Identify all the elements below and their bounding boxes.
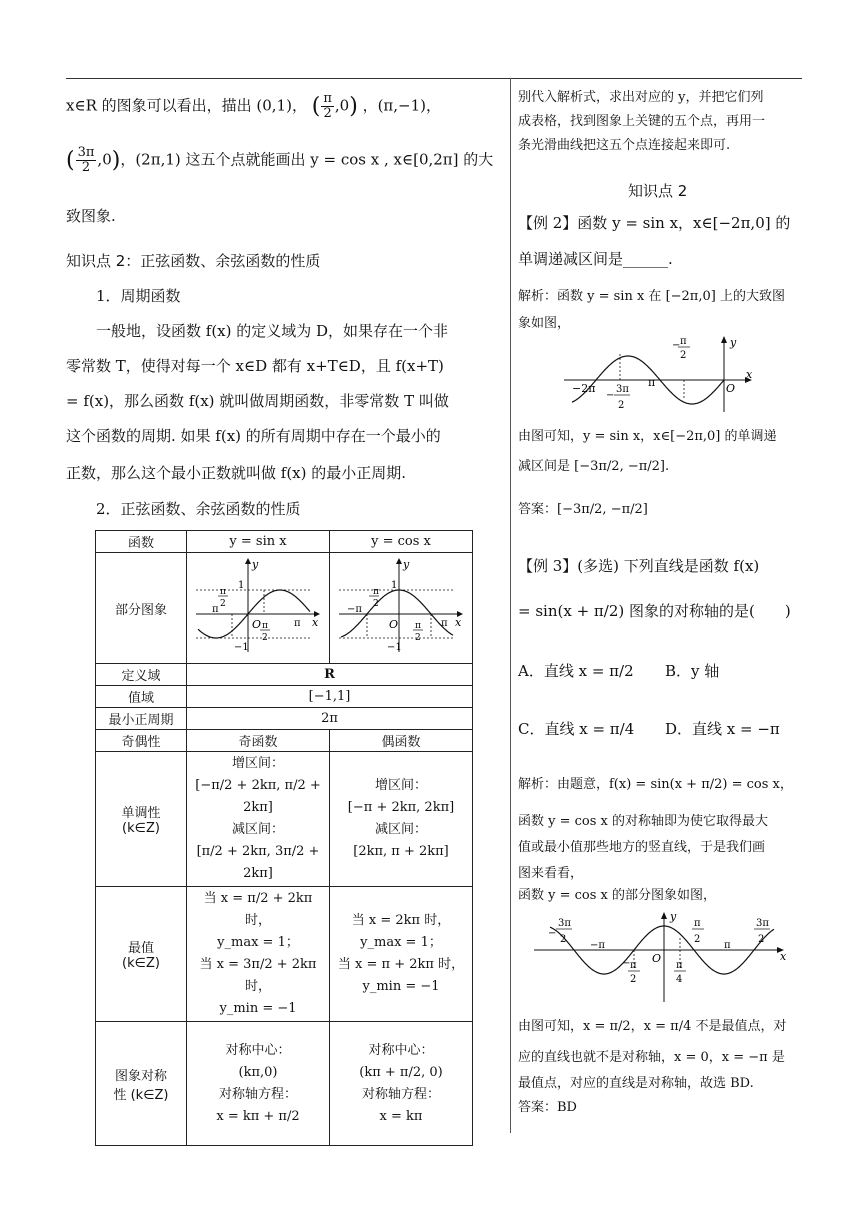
svg-text:π: π xyxy=(648,376,656,389)
svg-text:π: π xyxy=(294,618,301,629)
row-extrema xyxy=(96,887,473,1022)
sin-min-cond: 当 x = 3π/2 + 2kπ 时， xyxy=(199,957,317,994)
sin-head: y = sin x xyxy=(187,531,330,553)
head-extrema-k: (k∈Z) xyxy=(122,956,160,971)
head-graph: 部分图象 xyxy=(96,553,187,664)
svg-text:−2π: −2π xyxy=(572,382,596,395)
frac-pi-2: $\frac{\pi}{2}$ xyxy=(323,91,332,121)
row-domain xyxy=(96,664,473,686)
svg-text:3π: 3π xyxy=(558,918,571,929)
cos-center: (kπ + π/2, 0) xyxy=(359,1064,443,1080)
head-monotonic-label: 单调性 xyxy=(121,806,161,821)
cos-graph xyxy=(333,554,469,658)
svg-text:−π: −π xyxy=(347,604,362,615)
svg-text:O: O xyxy=(252,618,262,631)
cont-line-1: 别代入解析式，求出对应的 y，并把它们列 xyxy=(518,90,764,105)
example3-solution-2: 函数 y = cos x 的对称轴即为使它取得最大 xyxy=(518,814,769,829)
sin-inc-label: 增区间： xyxy=(231,756,284,771)
cos-parity: 偶函数 xyxy=(330,730,473,752)
cos-inc: [−π + 2kπ, 2kπ] xyxy=(347,800,455,815)
sin-graph-cell xyxy=(187,553,330,664)
row-range xyxy=(96,686,473,708)
option-a: A．直线 x = π/2 xyxy=(518,662,634,680)
head-symmetry xyxy=(96,1022,187,1146)
properties-table xyxy=(95,530,473,1146)
svg-text:4: 4 xyxy=(676,974,683,985)
example3-line-1: 【例 3】(多选) 下列直线是函数 f(x) xyxy=(518,557,760,575)
knowledge-point-2: 知识点 2 xyxy=(628,182,688,200)
svg-text:π: π xyxy=(220,587,226,597)
head-range: 值域 xyxy=(96,686,187,708)
cos-max-cond: 当 x = 2kπ 时， xyxy=(351,913,451,928)
para-line-4: 这个函数的周期. 如果 f(x) 的所有周期中存在一个最小的 xyxy=(66,427,441,445)
svg-text:−: − xyxy=(622,958,631,969)
head-monotonic xyxy=(96,752,187,887)
cont-line-3: 条光滑曲线把这五个点连接起来即可. xyxy=(518,138,731,153)
svg-text:2: 2 xyxy=(373,599,379,609)
svg-text:y: y xyxy=(403,558,410,571)
row-symmetry xyxy=(96,1022,473,1146)
head-symmetry-label-2: 性 (k∈Z) xyxy=(113,1087,169,1103)
svg-text:2: 2 xyxy=(415,633,421,643)
svg-text:x: x xyxy=(455,616,462,629)
head-symmetry-label: 图象对称 xyxy=(114,1068,167,1084)
cos-dec: [2kπ, π + 2kπ] xyxy=(353,844,449,859)
cos-head: y = cos x xyxy=(330,531,473,553)
svg-text:−1: −1 xyxy=(234,642,249,653)
example3-solution-6: 由图可知，x = π/2，x = π/4 不是最值点，对 xyxy=(518,1019,787,1034)
cos-center-label: 对称中心： xyxy=(368,1042,434,1058)
row-function xyxy=(96,531,473,553)
head-extrema xyxy=(96,887,187,1022)
svg-text:π: π xyxy=(694,918,701,929)
cos-axis-label: 对称轴方程： xyxy=(361,1086,440,1102)
head-function: 函数 xyxy=(96,531,187,553)
example3-solution-3: 值或最小值那些地方的竖直线，于是我们画 xyxy=(518,840,766,855)
example2-line-2: 单调递减区间是______. xyxy=(518,250,673,268)
svg-text:y: y xyxy=(730,336,737,349)
intro-text-2: ，(2π,1) 这五个点就能画出 y = cos x , x∈[0,2π] 的大 xyxy=(120,150,494,169)
head-monotonic-k: (k∈Z) xyxy=(122,821,160,836)
svg-text:3π: 3π xyxy=(616,384,629,395)
example3-solution-1: 解析：由题意，f(x) = sin(x + π/2) = cos x， xyxy=(518,777,793,792)
svg-text:−: − xyxy=(672,340,681,351)
svg-text:x: x xyxy=(312,616,319,629)
svg-text:π: π xyxy=(262,621,268,631)
svg-text:−: − xyxy=(548,928,557,939)
example3-solution-7: 应的直线也就不是对称轴，x = 0，x = −π 是 xyxy=(518,1050,785,1065)
subheading-periodic: 1．周期函数 xyxy=(96,287,181,305)
svg-text:−π: −π xyxy=(590,940,605,951)
example2-solution-4: 减区间是 [−3π/2, −π/2]. xyxy=(518,459,670,474)
sin-symmetry xyxy=(187,1022,330,1146)
cos-symmetry xyxy=(330,1022,473,1146)
example3-answer: 答案：BD xyxy=(518,1100,577,1115)
svg-text:2: 2 xyxy=(758,934,765,945)
sin-axis-label: 对称轴方程： xyxy=(218,1086,297,1102)
svg-text:π: π xyxy=(415,621,421,631)
sin-monotonic xyxy=(187,752,330,887)
example2-sin-graph xyxy=(560,334,760,414)
cont-line-2: 成表格，找到图象上关键的五个点，再用一 xyxy=(518,114,766,129)
sin-graph xyxy=(190,554,326,658)
intro-line-2: ( $\frac{3\pi}{2}$ ,0)，(2π,1) 这五个点就能画出 y = cos x , x∈[0,2π] 的大 xyxy=(66,145,494,175)
para-line-5: 正数，那么这个最小正数就叫做 f(x) 的最小正周期. xyxy=(66,464,407,482)
svg-text:1: 1 xyxy=(391,580,398,591)
svg-text:3π: 3π xyxy=(756,918,769,929)
option-b: B．y 轴 xyxy=(665,662,720,680)
svg-text:π: π xyxy=(630,960,637,971)
svg-text:x: x xyxy=(746,368,753,381)
svg-text:π: π xyxy=(441,618,448,629)
row-parity xyxy=(96,730,473,752)
cos-extrema xyxy=(330,887,473,1022)
head-parity: 奇偶性 xyxy=(96,730,187,752)
row-period xyxy=(96,708,473,730)
svg-text:2: 2 xyxy=(262,633,268,643)
option-c: C．直线 x = π/4 xyxy=(518,720,635,738)
para-line-3: = f(x)，那么函数 f(x) 就叫做周期函数，非零常数 T 叫做 xyxy=(66,392,449,410)
sin-max-cond: 当 x = π/2 + 2kπ 时， xyxy=(203,891,313,928)
head-domain: 定义域 xyxy=(96,664,187,686)
sin-axis: x = kπ + π/2 xyxy=(216,1108,300,1124)
svg-text:O: O xyxy=(389,618,399,631)
svg-text:1: 1 xyxy=(238,580,245,591)
top-rule xyxy=(66,78,802,79)
sin-dec: [π/2 + 2kπ, 3π/2 + 2kπ] xyxy=(196,844,320,881)
cos-inc-label: 增区间： xyxy=(374,778,427,793)
svg-text:π: π xyxy=(676,960,683,971)
cos-dec-label: 减区间： xyxy=(374,822,427,837)
svg-text:−: − xyxy=(606,390,615,401)
svg-text:2: 2 xyxy=(220,599,226,609)
example3-cos-graph xyxy=(530,910,790,1004)
sin-min: y_min = −1 xyxy=(219,1001,297,1016)
row-monotonic xyxy=(96,752,473,887)
svg-text:O: O xyxy=(726,382,736,395)
intro-point-2: ，(π,−1)， xyxy=(362,96,442,115)
svg-text:π: π xyxy=(373,587,379,597)
example3-line-2: = sin(x + π/2) 图象的对称轴的是( ) xyxy=(518,602,791,620)
domain-value: R xyxy=(187,664,473,686)
example3-solution-4: 图来看看， xyxy=(518,866,584,881)
period-value: 2π xyxy=(187,708,473,730)
example3-solution-8: 最值点，对应的直线是对称轴，故选 BD. xyxy=(518,1076,754,1091)
sin-inc: [−π/2 + 2kπ, π/2 + 2kπ] xyxy=(195,778,321,815)
svg-text:2: 2 xyxy=(680,350,687,361)
sin-extrema xyxy=(187,887,330,1022)
svg-text:2: 2 xyxy=(560,934,567,945)
head-extrema-label: 最值 xyxy=(127,941,154,956)
row-graph xyxy=(96,553,473,664)
sin-center-label: 对称中心： xyxy=(225,1042,291,1058)
svg-text:−1: −1 xyxy=(387,642,402,653)
example2-line-1: 【例 2】函数 y = sin x，x∈[−2π,0] 的 xyxy=(518,214,791,232)
intro-line-1: x∈R 的图象可以看出，描出 (0,1)， ( $\frac{\pi}{2}$ ,0) ，(π,−1)， xyxy=(66,91,442,121)
svg-text:π: π xyxy=(680,336,687,347)
para-line-1: 一般地，设函数 f(x) 的定义域为 D，如果存在一个非 xyxy=(96,322,449,340)
sin-parity: 奇函数 xyxy=(187,730,330,752)
intro-line-3: 致图象. xyxy=(66,207,116,225)
para-line-2: 零常数 T，使得对每一个 x∈D 都有 x+T∈D，且 f(x+T) xyxy=(66,357,444,375)
svg-text:2: 2 xyxy=(618,400,625,411)
frac-3pi-2: $\frac{3\pi}{2}$ xyxy=(77,145,95,175)
intro-text-1: x∈R 的图象可以看出，描出 (0,1)， xyxy=(66,96,307,115)
svg-text:π: π xyxy=(212,604,219,615)
sin-center: (kπ,0) xyxy=(238,1064,278,1080)
svg-text:2: 2 xyxy=(630,974,637,985)
cos-min-cond: 当 x = π + 2kπ 时， xyxy=(337,957,465,972)
range-value: [−1,1] xyxy=(187,686,473,708)
svg-text:π: π xyxy=(724,940,731,951)
cos-axis: x = kπ xyxy=(379,1108,423,1124)
example2-solution-3: 由图可知，y = sin x，x∈[−2π,0] 的单调递 xyxy=(518,429,777,444)
svg-text:O: O xyxy=(652,952,662,965)
section-title: 知识点 2：正弦函数、余弦函数的性质 xyxy=(66,252,321,270)
option-d: D．直线 x = −π xyxy=(665,720,780,738)
sin-max: y_max = 1； xyxy=(217,935,299,950)
cos-monotonic xyxy=(330,752,473,887)
column-divider xyxy=(510,78,511,1133)
svg-text:2: 2 xyxy=(694,934,701,945)
head-period: 最小正周期 xyxy=(96,708,187,730)
example2-answer: 答案：[−3π/2, −π/2] xyxy=(518,502,648,517)
cos-graph-cell xyxy=(330,553,473,664)
cos-max: y_max = 1； xyxy=(360,935,442,950)
svg-text:x: x xyxy=(780,950,787,963)
example2-solution-2: 象如图， xyxy=(518,316,571,331)
svg-text:y: y xyxy=(252,558,259,571)
svg-text:y: y xyxy=(670,910,677,923)
example3-solution-5: 函数 y = cos x 的部分图象如图， xyxy=(518,888,717,903)
sin-dec-label: 减区间： xyxy=(231,822,284,837)
subheading-properties: 2．正弦函数、余弦函数的性质 xyxy=(96,500,301,518)
cos-min: y_min = −1 xyxy=(362,979,440,994)
example2-solution-1: 解析：函数 y = sin x 在 [−2π,0] 上的大致图 xyxy=(518,289,785,304)
